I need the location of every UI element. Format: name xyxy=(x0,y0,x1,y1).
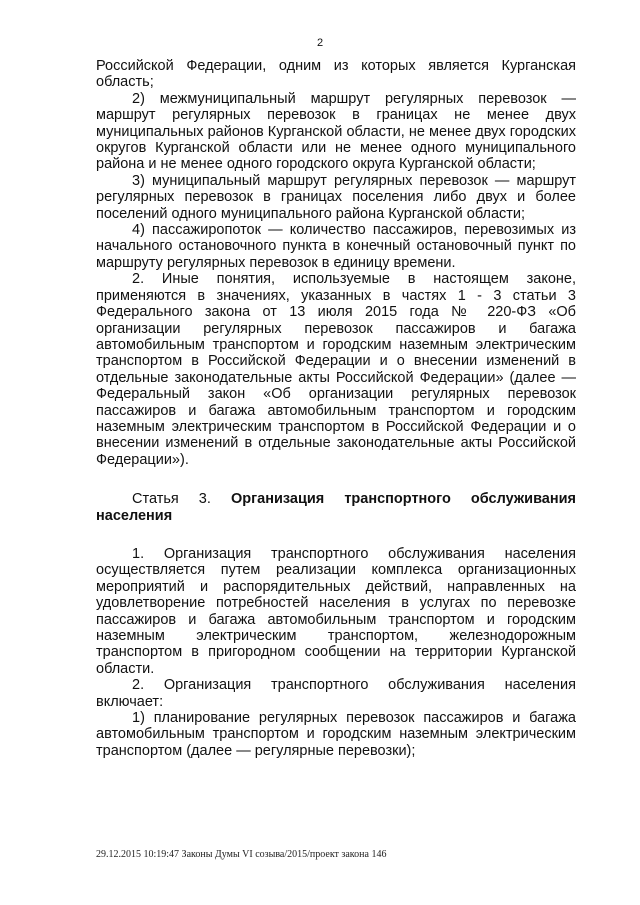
definition-intermunicipal-route: 2) межмуниципальный маршрут регулярных перевозок — маршрут регулярных перевозок в границах не менее двух муниципальных районов Курганской области, не менее двух городских округов Курганской области или не менее одного муниципального района и не менее одного городского округа Курганской области; xyxy=(96,90,576,173)
paragraph-organization-includes: 2. Организация транспортного обслуживания населения включает: xyxy=(96,677,576,710)
definition-municipal-route: 3) муниципальный маршрут регулярных перевозок — маршрут регулярных перевозок в границах поселения либо двух и более поселений одного муниципального района Курганской области; xyxy=(96,172,576,222)
document-footer: 29.12.2015 10:19:47 Законы Думы VI созыва/2015/проект закона 146 xyxy=(96,849,387,860)
definition-passenger-flow: 4) пассажиропоток — количество пассажиров, перевозимых из начального остановочного пункта в конечный остановочный пункт по маршруту регулярных перевозок в единицу времени. xyxy=(96,222,576,271)
paragraph-organization-definition: 1. Организация транспортного обслуживания населения осуществляется путем реализации комплекса организационных мероприятий и распорядительных действий, направленных на удовлетворение потребностей населения в услугах по перевозке пассажиров и багажа автомобильным транспортом и городским наземным электрическим транспортом, железнодорожным транспортом в пригородном сообщении на территории Курганской области. xyxy=(96,545,576,677)
document-body xyxy=(96,58,576,759)
article-title: Организация транспортного обслуживания населения xyxy=(96,491,576,524)
list-item-planning: 1) планирование регулярных перевозок пассажиров и багажа автомобильным транспортом и городским наземным электрическим транспортом (далее — регулярные перевозки); xyxy=(96,710,576,759)
page-number: 2 xyxy=(316,37,324,49)
section-spacer xyxy=(96,524,576,546)
article-heading xyxy=(96,491,576,524)
paragraph-continuation: Российской Федерации, одним из которых является Курганская область; xyxy=(96,58,576,91)
article-label: Статья 3. xyxy=(132,491,231,508)
paragraph-other-concepts: 2. Иные понятия, используемые в настоящем законе, применяются в значениях, указанных в частях 1 - 3 статьи 3 Федерального закона от 13 июля 2015 года № 220-ФЗ «Об организации регулярных перевозок пассажиров и багажа автомобильным транспортом и городским наземным электрическим транспортом в Российской Федерации и о внесении изменений в отдельные законодательные акты Российской Федерации» (далее — Федеральный закон «Об организации регулярных перевозок пассажиров и багажа автомобильным транспортом и городским наземным электрическим транспортом в Российской Федерации и о внесении изменений в отдельные законодательные акты Российской Федерации»). xyxy=(96,271,576,468)
